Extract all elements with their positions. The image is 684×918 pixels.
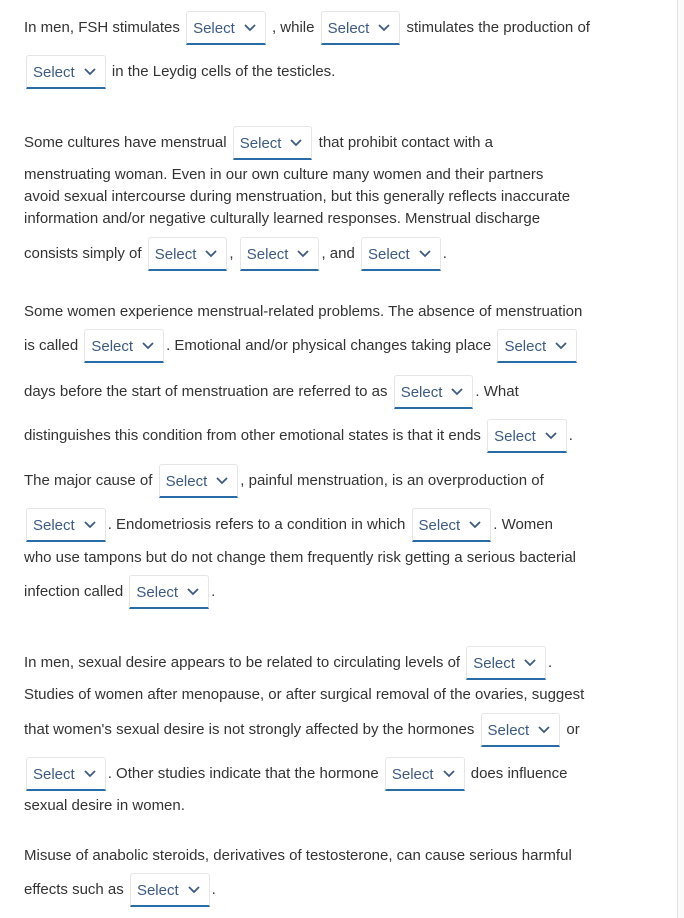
select-dropdown[interactable] [233, 126, 313, 160]
select-label: Select [327, 20, 370, 37]
select-dropdown[interactable] [466, 646, 546, 680]
text-segment: . Endometriosis refers to a condition in which [107, 515, 406, 533]
text-segment: . What [475, 382, 519, 400]
select-dropdown[interactable] [26, 757, 106, 791]
text-line: Some women experience menstrual-related problems. The absence of menstruation [24, 303, 583, 320]
text-segment: . Women [493, 515, 553, 533]
text-segment: that women's sexual desire is not strongly affected by the hormones [24, 720, 475, 738]
text-segment: . [442, 244, 447, 262]
text-segment: In men, FSH stimulates [24, 18, 180, 36]
select-label: Select [33, 517, 75, 534]
chevron-down-icon [297, 250, 309, 258]
select-label: Select [487, 722, 530, 739]
chevron-down-icon [84, 68, 96, 76]
select-dropdown[interactable] [26, 508, 106, 542]
text-segment: , while [271, 18, 315, 36]
text-segment: distinguishes this condition from other emotional states is that it ends [24, 426, 481, 444]
text-line: Studies of women after menopause, or after surgical removal of the ovaries, suggest [24, 686, 585, 703]
text-segment: , [229, 244, 234, 262]
text-segment: In men, sexual desire appears to be related to circulating levels of [24, 653, 461, 671]
select-label: Select [239, 135, 282, 152]
text-segment: . Other studies indicate that the hormone [107, 764, 379, 782]
text-segment: Some cultures have menstrual [24, 133, 227, 151]
text-segment: effects such as [24, 880, 124, 898]
select-dropdown[interactable] [412, 508, 492, 542]
chevron-down-icon [451, 388, 463, 396]
select-dropdown[interactable] [385, 757, 465, 791]
chevron-down-icon [216, 477, 228, 485]
select-dropdown[interactable] [129, 575, 209, 609]
chevron-down-icon [188, 886, 200, 894]
select-dropdown[interactable] [130, 873, 210, 907]
text-segment: that prohibit contact with a [318, 133, 493, 151]
select-label: Select [246, 246, 289, 263]
text-segment: is called [24, 336, 79, 354]
text-segment: , and [321, 244, 355, 262]
text-line: sexual desire in women. [24, 797, 185, 814]
chevron-down-icon [555, 342, 567, 350]
chevron-down-icon [290, 139, 302, 147]
scrollbar-track[interactable] [677, 0, 684, 918]
text-segment: , painful menstruation, is an overproduction of [240, 471, 544, 489]
select-dropdown[interactable] [321, 11, 401, 45]
chevron-down-icon [84, 521, 96, 529]
text-segment: stimulates the production of [406, 18, 590, 36]
text-segment: . Emotional and/or physical changes taking place [166, 336, 492, 354]
chevron-down-icon [545, 432, 557, 440]
text-line: information and/or negative culturally learned responses. Menstrual discharge [24, 210, 541, 227]
select-label: Select [368, 246, 410, 263]
chevron-down-icon [378, 24, 390, 32]
chevron-down-icon [443, 770, 455, 778]
select-dropdown[interactable] [84, 329, 164, 363]
text-segment: . [547, 653, 553, 671]
text-segment: infection called [24, 582, 124, 600]
chevron-down-icon [524, 659, 536, 667]
select-label: Select [494, 428, 536, 445]
chevron-down-icon [142, 342, 154, 350]
text-line: who use tampons but do not change them frequently risk getting a serious bacterial [24, 549, 576, 566]
chevron-down-icon [84, 770, 96, 778]
select-label: Select [33, 64, 75, 81]
text-segment: or [566, 720, 580, 738]
text-segment: . [568, 426, 573, 444]
chevron-down-icon [419, 250, 431, 258]
select-label: Select [193, 20, 235, 37]
select-dropdown[interactable] [186, 11, 266, 45]
text-segment: consists simply of [24, 244, 142, 262]
select-label: Select [136, 584, 179, 601]
chevron-down-icon [244, 24, 256, 32]
select-label: Select [136, 882, 179, 899]
select-dropdown[interactable] [26, 55, 106, 89]
select-dropdown[interactable] [361, 237, 441, 271]
select-label: Select [165, 473, 208, 490]
select-label: Select [91, 338, 134, 355]
select-dropdown[interactable] [159, 464, 239, 498]
text-segment: days before the start of menstruation are referred to as [24, 382, 388, 400]
select-dropdown[interactable] [487, 419, 567, 453]
select-label: Select [391, 766, 434, 783]
select-dropdown[interactable] [497, 329, 577, 363]
select-dropdown[interactable] [394, 375, 474, 409]
chevron-down-icon [469, 521, 481, 529]
text-segment: . [211, 880, 216, 898]
select-dropdown[interactable] [148, 237, 228, 271]
text-segment: in the Leydig cells of the testicles. [111, 62, 336, 80]
select-dropdown[interactable] [240, 237, 320, 271]
select-label: Select [400, 384, 443, 401]
select-label: Select [504, 338, 547, 355]
chevron-down-icon [187, 588, 199, 596]
select-label: Select [473, 655, 515, 672]
select-label: Select [418, 517, 461, 534]
select-dropdown[interactable] [481, 713, 561, 747]
text-line: avoid sexual intercourse during menstruation, but this generally reflects inaccurate [24, 188, 571, 205]
select-label: Select [33, 766, 75, 783]
text-segment: . [211, 582, 216, 600]
select-label: Select [154, 246, 197, 263]
text-line: Misuse of anabolic steroids, derivatives of testosterone, can cause serious harmful [24, 847, 572, 864]
text-segment: does influence [470, 764, 568, 782]
text-line: menstruating woman. Even in our own culture many women and their partners [24, 166, 544, 183]
text-segment: The major cause of [24, 471, 153, 489]
chevron-down-icon [538, 726, 550, 734]
chevron-down-icon [205, 250, 217, 258]
